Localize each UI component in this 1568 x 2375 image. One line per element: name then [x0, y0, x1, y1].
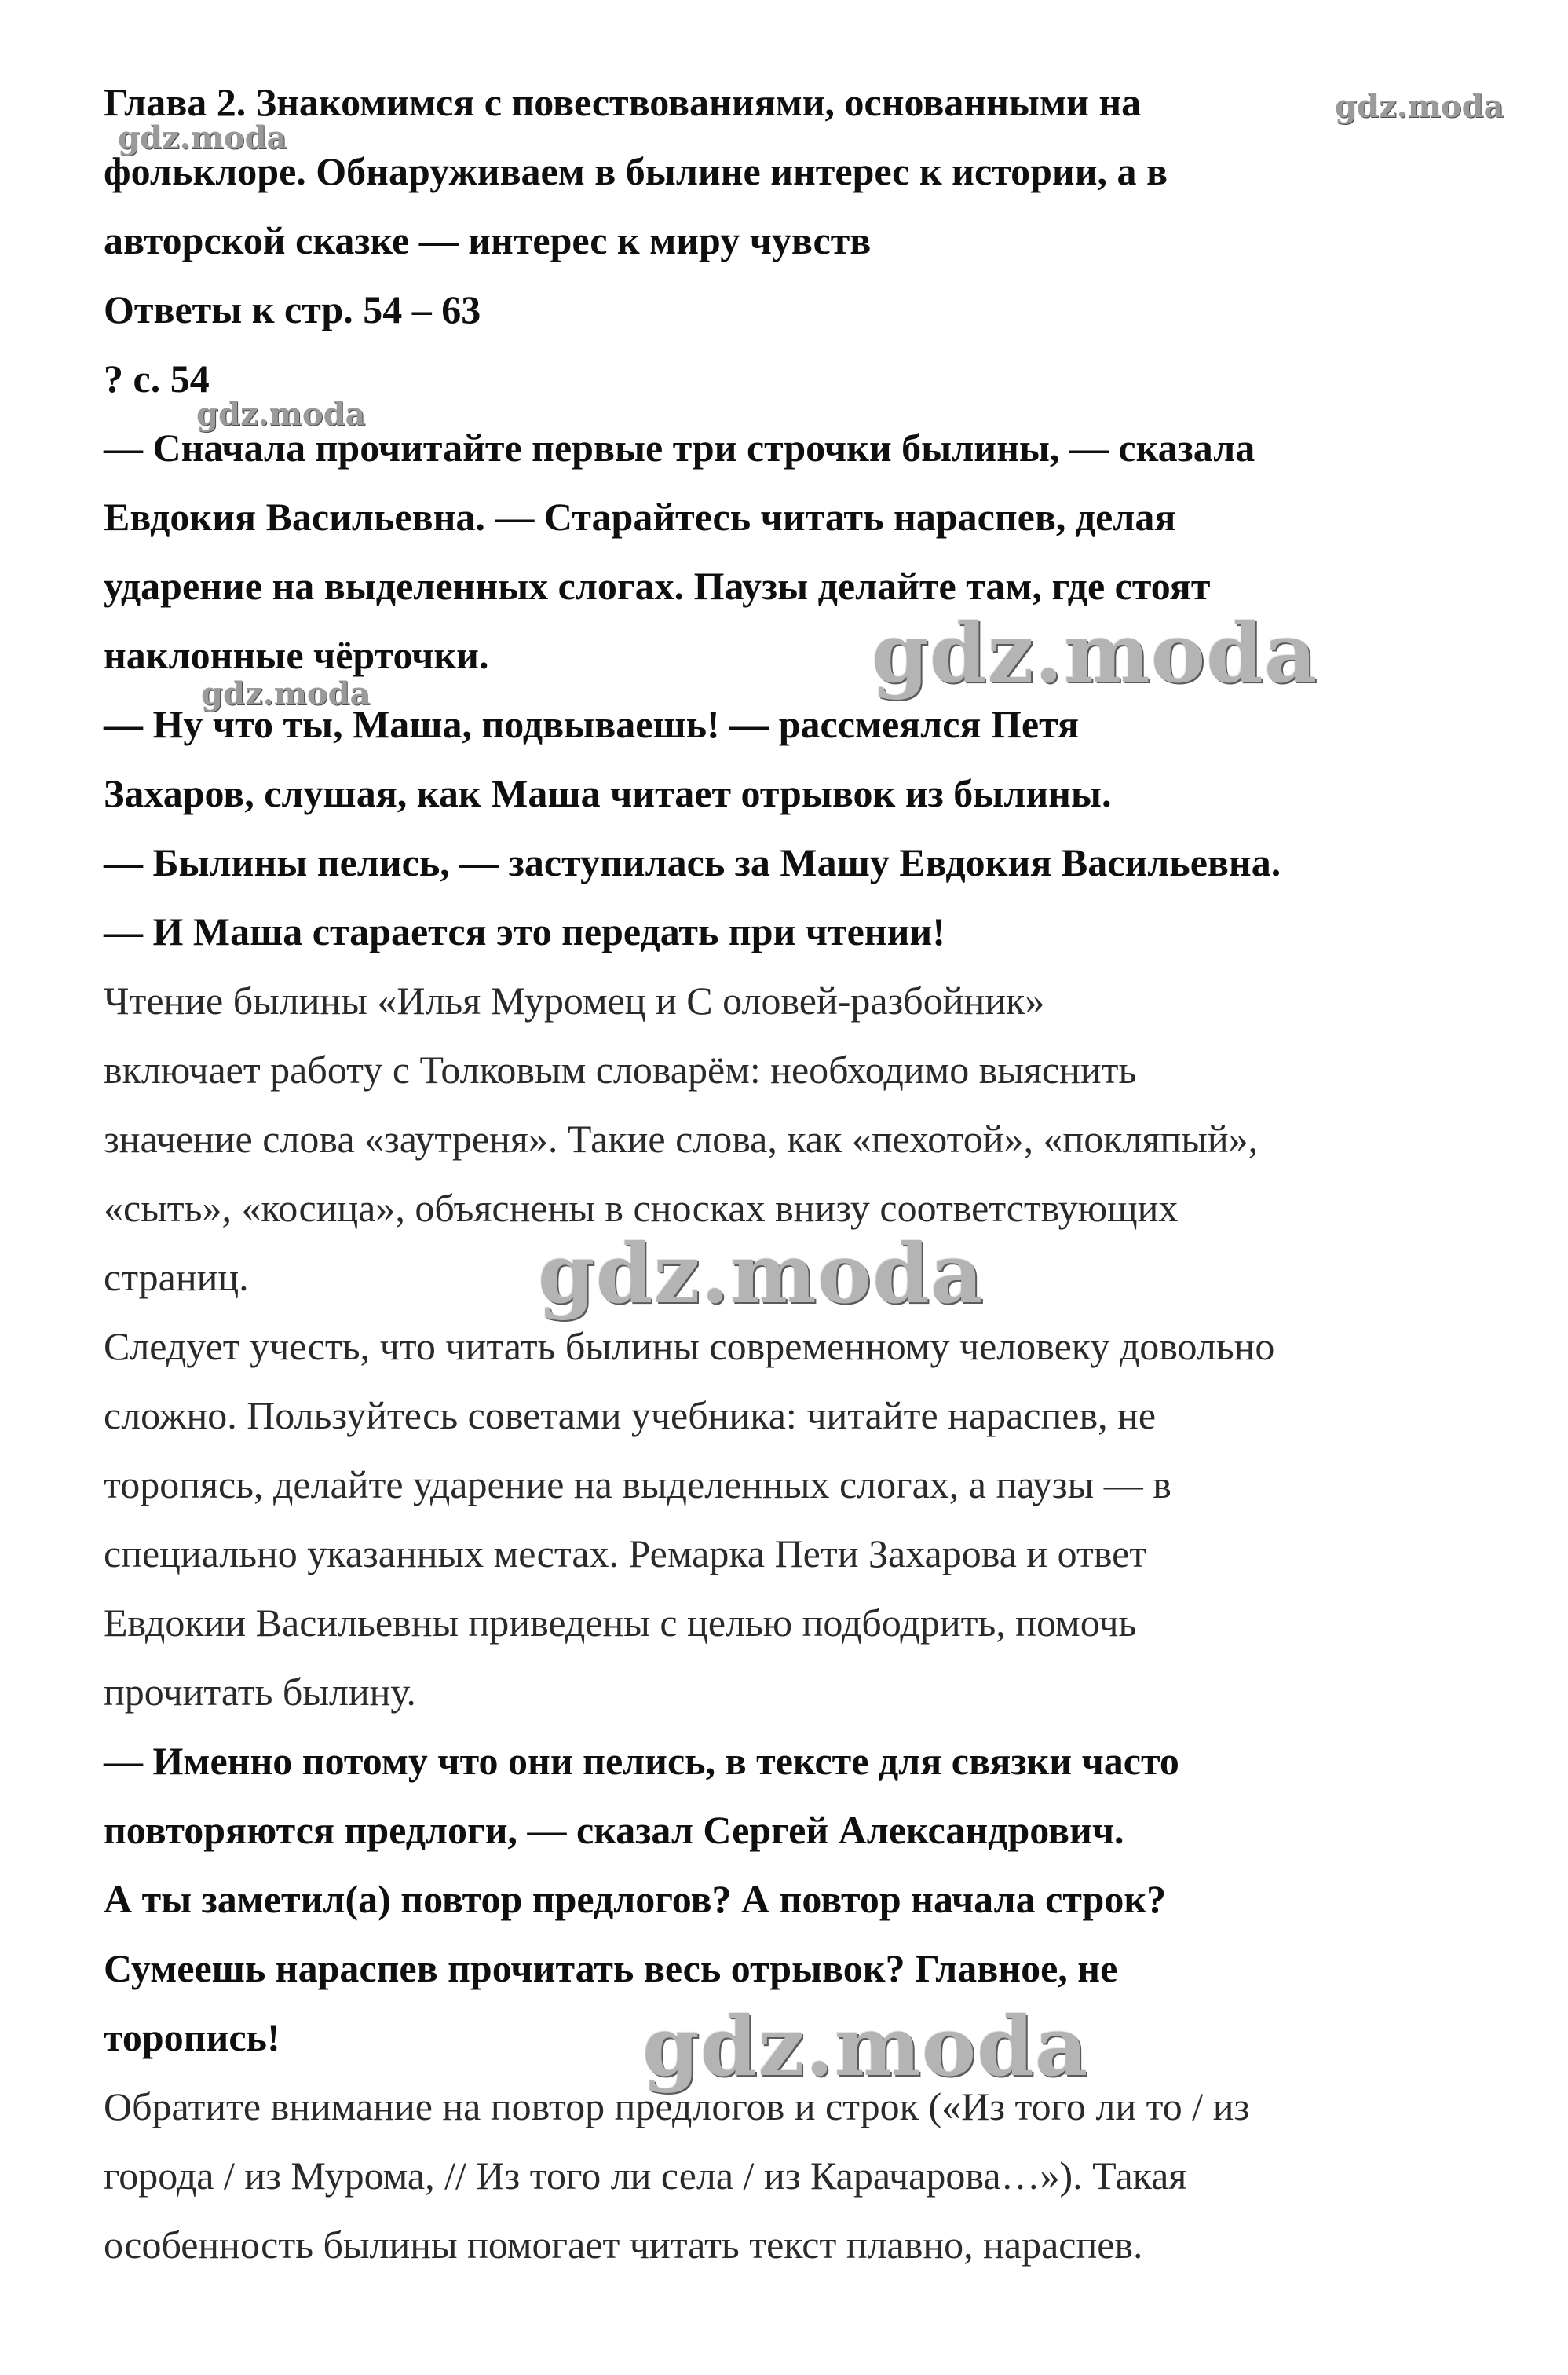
text-line: Евдокии Васильевны приведены с целью подбодрить, помочь	[104, 1601, 1137, 1645]
text-line: прочитать былину.	[104, 1670, 416, 1714]
text-line: «сыть», «косица», объяснены в сносках внизу соответствующих	[104, 1186, 1179, 1230]
text-line: — Ну что ты, Маша, подвываешь! — рассмеялся Петя	[104, 702, 1080, 746]
text-line: ударение на выделенных слогах. Паузы делайте там, где стоят	[104, 564, 1211, 608]
text-line: сложно. Пользуйтесь советами учебника: читайте нараспев, не	[104, 1393, 1157, 1437]
text-line: наклонные чёрточки.	[104, 633, 489, 677]
text-line: особенность былины помогает читать текст плавно, нараспев.	[104, 2223, 1143, 2267]
text-line: Захаров, слушая, как Маша читает отрывок из былины.	[104, 771, 1112, 815]
text-line: — Сначала прочитайте первые три строчки былины, — сказала	[104, 426, 1255, 470]
text-line: Следует учесть, что читать былины современному человеку довольно	[104, 1324, 1275, 1368]
text-line: Евдокия Васильевна. — Старайтесь читать нараспев, делая	[104, 495, 1176, 539]
text-line: повторяются предлоги, — сказал Сергей Александрович.	[104, 1808, 1124, 1852]
watermark: gdz.moda	[196, 396, 366, 433]
text-line: ? с. 54	[104, 357, 210, 401]
text-line: Чтение былины «Илья Муромец и С оловей-разбойник»	[104, 979, 1045, 1023]
watermark: gdz.moda	[642, 1998, 1089, 2095]
text-line: фольклоре. Обнаруживаем в былине интерес к истории, а в	[104, 149, 1168, 193]
text-line: Ответы к стр. 54 – 63	[104, 287, 481, 331]
text-line: значение слова «заутреня». Такие слова, как «пехотой», «покляпый»,	[104, 1117, 1259, 1161]
text-line: торопись!	[104, 2015, 280, 2059]
text-line: Сумеешь нараспев прочитать весь отрывок? Главное, не	[104, 1946, 1118, 1990]
text-line: А ты заметил(а) повтор предлогов? А повтор начала строк?	[104, 1877, 1167, 1921]
text-line: включает работу с Толковым словарём: необходимо выяснить	[104, 1048, 1137, 1092]
text-line: — И Маша старается это передать при чтении!	[104, 909, 945, 953]
text-line: — Былины пелись, — заступилась за Машу Евдокия Васильевна.	[104, 840, 1281, 884]
watermark: gdz.moda	[1335, 88, 1504, 125]
text-line: Глава 2. Знакомимся с повествованиями, основанными на	[104, 80, 1142, 124]
watermark: gdz.moda	[872, 605, 1318, 701]
text-line: Обратите внимание на повтор предлогов и строк («Из того ли то / из	[104, 2084, 1250, 2128]
watermark: gdz.moda	[118, 119, 287, 156]
text-line: страниц.	[104, 1255, 249, 1299]
text-line: авторской сказке — интерес к миру чувств	[104, 218, 872, 262]
watermark: gdz.moda	[201, 675, 371, 712]
text-line: — Именно потому что они пелись, в тексте для связки часто	[104, 1739, 1179, 1783]
watermark: gdz.moda	[538, 1225, 985, 1322]
text-line: торопясь, делайте ударение на выделенных слогах, а паузы — в	[104, 1462, 1171, 1506]
text-line: города / из Мурома, // Из того ли села / из Карачарова…»). Такая	[104, 2154, 1187, 2198]
text-line: специально указанных местах. Ремарка Пети Захарова и ответ	[104, 1531, 1147, 1575]
